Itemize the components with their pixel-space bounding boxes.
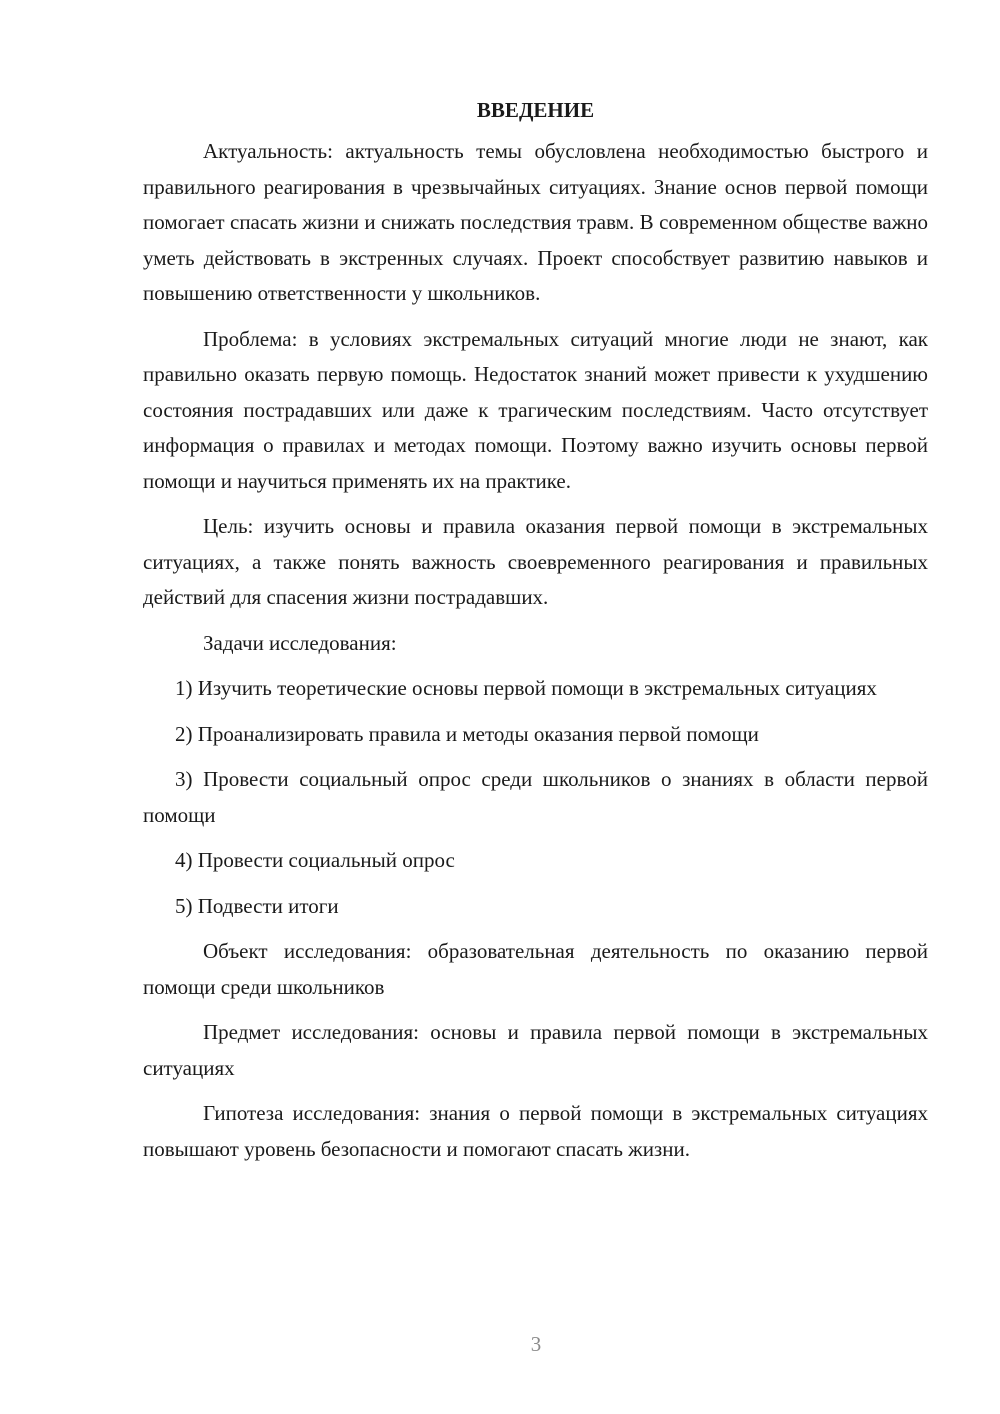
relevance-paragraph: Актуальность: актуальность темы обусловлена необходимостью быстрого и правильного реагирования в чрезвычайных ситуациях. Знание основ первой помощи помогает спасать жизни и снижать последствия травм. В современном обществе важно уметь действовать в экстренных случаях. Проект способствует развитию навыков и повышению ответственности у школьников. [143,139,928,305]
section-heading: ВВЕДЕНИЕ [476,98,595,122]
task-item: 4) Провести социальный опрос [175,848,455,872]
goal-paragraph: Цель: изучить основы и правила оказания первой помощи в экстремальных ситуациях, а также понять важность своевременного реагирования и правильных действий для спасения жизни пострадавших. [143,514,928,609]
tasks-title: Задачи исследования: [203,630,397,655]
task-item: 1) Изучить теоретические основы первой помощи в экстремальных ситуациях [175,676,877,700]
page-number: 3 [530,1332,542,1356]
task-item: 5) Подвести итоги [175,893,339,918]
object-paragraph: Объект исследования: образовательная деятельность по оказанию первой помощи среди школьников [143,939,928,999]
task-item: 2) Проанализировать правила и методы оказания первой помощи [175,721,759,746]
task-item: 3) Провести социальный опрос среди школьников о знаниях в области первой помощи [143,767,928,827]
document-page [143,96,928,1177]
subject-paragraph: Предмет исследования: основы и правила первой помощи в экстремальных ситуациях [143,1020,928,1080]
problem-paragraph: Проблема: в условиях экстремальных ситуаций многие люди не знают, как правильно оказать первую помощь. Недостаток знаний может привести к ухудшению состояния пострадавших или даже к трагическим последствиям. Часто отсутствует информация о правилах и методах помощи. Поэтому важно изучить основы первой помощи и научиться применять их на практике. [143,326,928,493]
hypothesis-paragraph: Гипотеза исследования: знания о первой помощи в экстремальных ситуациях повышают уровень безопасности и помогают спасать жизни. [143,1101,928,1161]
